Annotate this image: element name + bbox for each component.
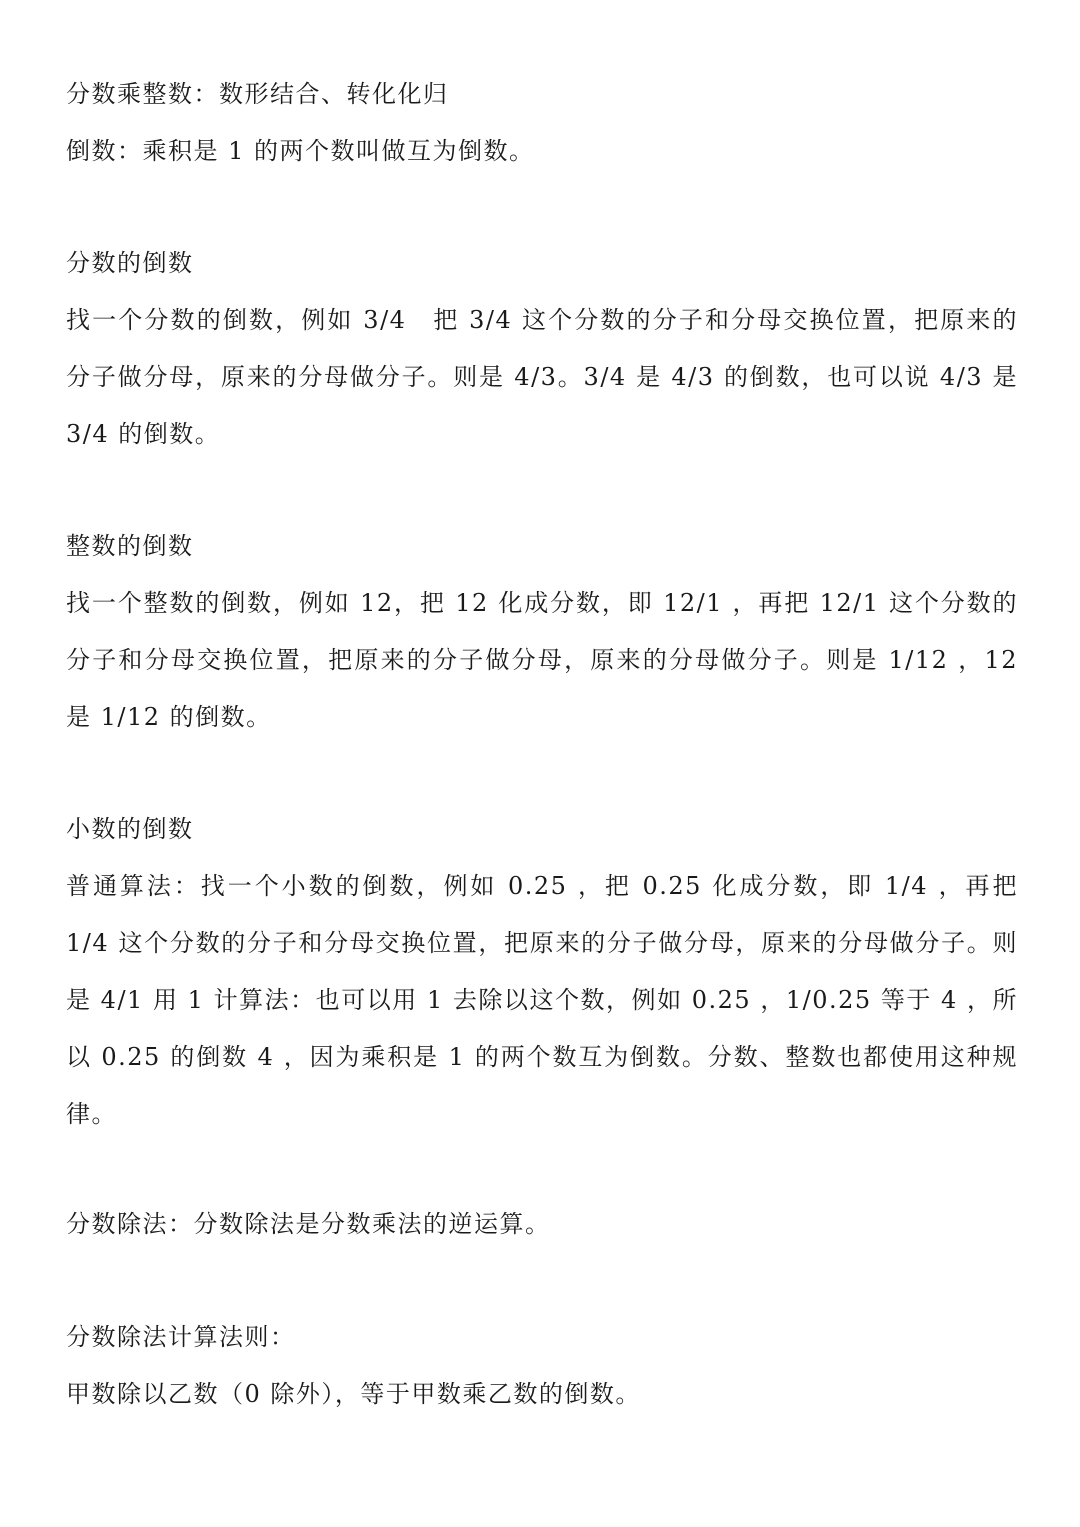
intro-line-fraction-times-integer: 分数乘整数：数形结合、转化化归	[66, 80, 449, 108]
heading-decimal-reciprocal: 小数的倒数	[66, 815, 194, 843]
paragraph-fraction-division: 分数除法：分数除法是分数乘法的逆运算。	[66, 1210, 551, 1238]
paragraph-integer-reciprocal: 找一个整数的倒数，例如 12，把 12 化成分数，即 12/1 ，再把 12/1 这个分数的分子和分母交换位置，把原来的分子做分母，原来的分母做分子。则是 1/12 ，12 是 1/12 的倒数。	[66, 589, 1018, 731]
paragraph-decimal-reciprocal: 普通算法：找一个小数的倒数，例如 0.25 ，把 0.25 化成分数，即 1/4 ，再把 1/4 这个分数的分子和分母交换位置，把原来的分子做分母，原来的分母做分子。则是 4/1 用 1 计算法：也可以用 1 去除以这个数，例如 0.25 ，1/0.25 等于 4 ，所以 0.25 的倒数 4 ，因为乘积是 1 的两个数互为倒数。分数、整数也都使用这种规律。	[66, 872, 1018, 1128]
paragraph-division-rule: 甲数除以乙数（0 除外），等于甲数乘乙数的倒数。	[66, 1380, 641, 1408]
heading-integer-reciprocal: 整数的倒数	[66, 532, 194, 560]
heading-division-rule: 分数除法计算法则：	[66, 1323, 296, 1351]
paragraph-fraction-reciprocal: 找一个分数的倒数，例如 3/4 把 3/4 这个分数的分子和分母交换位置，把原来的分子做分母，原来的分母做分子。则是 4/3。3/4 是 4/3 的倒数，也可以说 4/3 是 3/4 的倒数。	[66, 306, 1018, 448]
intro-line-reciprocal-definition: 倒数：乘积是 1 的两个数叫做互为倒数。	[66, 137, 535, 165]
heading-fraction-reciprocal: 分数的倒数	[66, 249, 194, 277]
